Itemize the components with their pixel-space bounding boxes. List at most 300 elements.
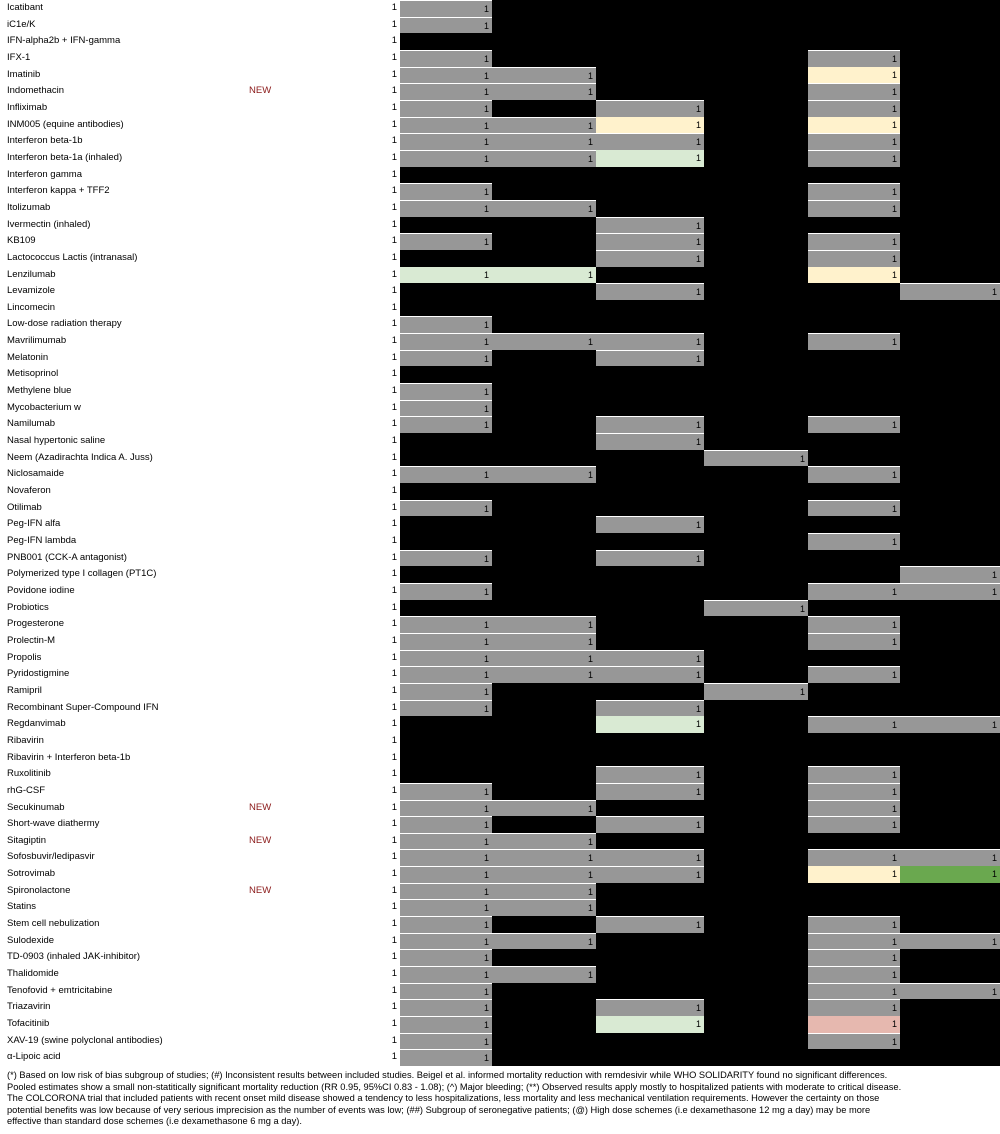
- outcome-cell: [900, 233, 1000, 250]
- outcome-cell: [400, 816, 492, 833]
- outcome-cell: [900, 33, 1000, 50]
- cell-value: 1: [695, 520, 701, 531]
- table-row: [0, 200, 1000, 217]
- outcome-cell: [704, 600, 808, 617]
- outcome-cell: [808, 150, 900, 167]
- drug-name: Indomethacin: [7, 85, 65, 97]
- outcome-cell: [704, 949, 808, 966]
- outcome-cell: [596, 433, 704, 450]
- table-row: [0, 150, 1000, 167]
- cell-value: 1: [891, 920, 897, 931]
- outcome-cell: [492, 516, 596, 533]
- cell-value: 1: [483, 653, 489, 664]
- outcome-cell: [808, 133, 900, 150]
- study-count: 1: [391, 951, 397, 963]
- cell-value: 1: [483, 970, 489, 981]
- outcome-cell: [900, 300, 1000, 317]
- cell-value: 1: [695, 152, 701, 163]
- outcome-cell: [596, 217, 704, 234]
- outcome-cell: [900, 516, 1000, 533]
- cell-value: 1: [891, 803, 897, 814]
- table-row: [0, 783, 1000, 800]
- outcome-cell: [704, 650, 808, 667]
- drug-name: Tenofovid + emtricitabine: [7, 984, 113, 996]
- drug-name: Triazavirin: [7, 1001, 51, 1013]
- outcome-cell: [704, 416, 808, 433]
- outcome-cell: [596, 0, 704, 17]
- table-row: [0, 100, 1000, 117]
- outcome-cell: [492, 366, 596, 383]
- study-count: 1: [391, 118, 397, 130]
- study-count: 1: [391, 451, 397, 463]
- table-row: [0, 999, 1000, 1016]
- drug-name: Thalidomide: [7, 968, 59, 980]
- outcome-cell: [492, 633, 596, 650]
- outcome-cell: [900, 616, 1000, 633]
- study-count: 1: [391, 485, 397, 497]
- outcome-cell: [400, 633, 492, 650]
- cell-value: 1: [483, 886, 489, 897]
- outcome-cell: [596, 633, 704, 650]
- outcome-cell: [400, 600, 492, 617]
- outcome-cell: [400, 566, 492, 583]
- cell-value: 1: [483, 337, 489, 348]
- outcome-cell: [900, 633, 1000, 650]
- study-count: 1: [391, 651, 397, 663]
- outcome-cell: [808, 50, 900, 67]
- cell-value: 1: [891, 420, 897, 431]
- outcome-cell: [808, 400, 900, 417]
- outcome-cell: [704, 117, 808, 134]
- cell-value: 1: [483, 586, 489, 597]
- outcome-cell: [704, 50, 808, 67]
- outcome-cell: [808, 1016, 900, 1033]
- cell-value: 1: [891, 970, 897, 981]
- cell-value: 1: [483, 237, 489, 248]
- outcome-cell: [400, 616, 492, 633]
- outcome-cell: [808, 433, 900, 450]
- table-row: [0, 117, 1000, 134]
- cell-value: 1: [991, 287, 997, 298]
- outcome-cell: [492, 600, 596, 617]
- study-count: 1: [391, 851, 397, 863]
- outcome-cell: [492, 949, 596, 966]
- cell-value: 1: [695, 1019, 701, 1030]
- outcome-cell: [596, 233, 704, 250]
- outcome-cell: [808, 100, 900, 117]
- outcome-cell: [400, 683, 492, 700]
- table-row: [0, 866, 1000, 883]
- table-row: [0, 50, 1000, 67]
- outcome-cell: [808, 683, 900, 700]
- outcome-cell: [704, 233, 808, 250]
- drug-name: Ribavirin: [7, 734, 44, 746]
- study-count: 1: [391, 1051, 397, 1063]
- outcome-cell: [596, 966, 704, 983]
- outcome-cell: [400, 383, 492, 400]
- outcome-cell: [400, 366, 492, 383]
- cell-value: 1: [891, 237, 897, 248]
- drug-name: Methylene blue: [7, 385, 72, 397]
- outcome-cell: [596, 750, 704, 767]
- cell-value: 1: [991, 936, 997, 947]
- outcome-cell: [400, 117, 492, 134]
- outcome-cell: [492, 533, 596, 550]
- outcome-cell: [400, 883, 492, 900]
- outcome-cell: [492, 233, 596, 250]
- outcome-cell: [704, 483, 808, 500]
- outcome-cell: [492, 750, 596, 767]
- cell-value: 1: [891, 153, 897, 164]
- outcome-cell: [704, 350, 808, 367]
- drug-name: Statins: [7, 901, 37, 913]
- cell-value: 1: [695, 237, 701, 248]
- outcome-cell: [704, 816, 808, 833]
- new-badge: NEW: [249, 85, 272, 97]
- outcome-cell: [900, 117, 1000, 134]
- outcome-cell: [900, 883, 1000, 900]
- outcome-cell: [808, 117, 900, 134]
- outcome-cell: [492, 650, 596, 667]
- drug-name: Metisoprinol: [7, 368, 59, 380]
- outcome-cell: [596, 833, 704, 850]
- outcome-cell: [596, 183, 704, 200]
- outcome-cell: [596, 566, 704, 583]
- outcome-cell: [808, 866, 900, 883]
- table-row: [0, 400, 1000, 417]
- cell-value: 1: [891, 253, 897, 264]
- outcome-cell: [400, 150, 492, 167]
- drug-name: Otilimab: [7, 501, 42, 513]
- outcome-cell: [492, 150, 596, 167]
- outcome-cell: [808, 83, 900, 100]
- table-row: [0, 466, 1000, 483]
- outcome-cell: [900, 849, 1000, 866]
- study-count: 1: [391, 901, 397, 913]
- drug-name: KB109: [7, 235, 36, 247]
- table-row: [0, 616, 1000, 633]
- drug-name: Lactococcus Lactis (intranasal): [7, 251, 138, 263]
- outcome-cell: [596, 949, 704, 966]
- outcome-cell: [492, 916, 596, 933]
- outcome-cell: [900, 100, 1000, 117]
- outcome-cell: [900, 167, 1000, 184]
- outcome-cell: [596, 483, 704, 500]
- outcome-cell: [704, 800, 808, 817]
- cell-value: 1: [891, 203, 897, 214]
- table-row: [0, 300, 1000, 317]
- drug-name: Prolectin-M: [7, 634, 56, 646]
- outcome-cell: [596, 466, 704, 483]
- outcome-cell: [900, 733, 1000, 750]
- outcome-cell: [400, 583, 492, 600]
- table-row: [0, 533, 1000, 550]
- cell-value: 1: [695, 337, 701, 348]
- table-row: [0, 217, 1000, 234]
- outcome-cell: [492, 1049, 596, 1066]
- table-row: [0, 550, 1000, 567]
- outcome-cell: [596, 999, 704, 1016]
- outcome-cell: [808, 916, 900, 933]
- outcome-cell: [492, 33, 596, 50]
- outcome-cell: [492, 999, 596, 1016]
- cell-value: 1: [483, 353, 489, 364]
- cell-value: 1: [587, 836, 593, 847]
- study-count: 1: [391, 418, 397, 430]
- outcome-cell: [704, 400, 808, 417]
- study-count: 1: [391, 251, 397, 263]
- table-row: [0, 800, 1000, 817]
- outcome-cell: [492, 267, 596, 284]
- table-row: [0, 716, 1000, 733]
- cell-value: 1: [891, 986, 897, 997]
- drug-name: Interferon gamma: [7, 168, 82, 180]
- cell-value: 1: [587, 203, 593, 214]
- outcome-cell: [492, 550, 596, 567]
- table-row: [0, 17, 1000, 34]
- drug-name: Ruxolitinib: [7, 768, 51, 780]
- outcome-cell: [900, 683, 1000, 700]
- table-row: [0, 949, 1000, 966]
- outcome-cell: [704, 250, 808, 267]
- footnote: (*) Based on low risk of bias subgroup of studies; (#) Inconsistent results between included studies. Beigel et al. informed mortality reduction with remdesivir while WHO SOLIDARITY found no significant differences. Pooled estimates show a small non-statitically significant mortality reduction (RR 0.95, 95%CI 0.83 - 1.08); (^) Major bleeding; (**) Observed results apply mostly to hospitalized patients with moderate to critical disease. The COLCORONA trial that included patients with recent onset mild disease showed a tendency to less hospitalizations, less mortality and less mechanical ventilation requirements. However the certainty on those potential benefits was low because of very serious imprecision as the number of events was low; (##) Subgroup of seronegative patients; (@) High dose schemes (i.e dexamethasone 12 mg a day) may be more effective than standard dose schemes (i.e dexamethasone 6 mg a day).: [7, 1070, 902, 1127]
- outcome-cell: [808, 17, 900, 34]
- outcome-cell: [596, 600, 704, 617]
- table-row: [0, 666, 1000, 683]
- outcome-cell: [400, 516, 492, 533]
- cell-value: 1: [991, 986, 997, 997]
- outcome-cell: [704, 783, 808, 800]
- table-row: [0, 283, 1000, 300]
- cell-value: 1: [483, 70, 489, 81]
- outcome-cell: [704, 150, 808, 167]
- outcome-cell: [900, 67, 1000, 84]
- outcome-cell: [596, 150, 704, 167]
- table-row: [0, 366, 1000, 383]
- outcome-cell: [400, 983, 492, 1000]
- outcome-cell: [492, 766, 596, 783]
- cell-value: 1: [483, 620, 489, 631]
- outcome-cell: [900, 550, 1000, 567]
- outcome-cell: [400, 416, 492, 433]
- outcome-cell: [492, 733, 596, 750]
- outcome-cell: [900, 1016, 1000, 1033]
- outcome-cell: [492, 333, 596, 350]
- cell-value: 1: [891, 786, 897, 797]
- outcome-cell: [492, 316, 596, 333]
- cell-value: 1: [587, 653, 593, 664]
- outcome-cell: [900, 316, 1000, 333]
- drug-name: Secukinumab: [7, 801, 65, 813]
- outcome-cell: [704, 566, 808, 583]
- table-row: [0, 250, 1000, 267]
- cell-value: 1: [587, 870, 593, 881]
- cell-value: 1: [695, 670, 701, 681]
- drug-name: Low-dose radiation therapy: [7, 318, 122, 330]
- outcome-cell: [704, 849, 808, 866]
- outcome-cell: [492, 100, 596, 117]
- study-count: 1: [391, 18, 397, 30]
- outcome-cell: [900, 866, 1000, 883]
- study-count: 1: [391, 385, 397, 397]
- outcome-cell: [492, 133, 596, 150]
- outcome-cell: [704, 217, 808, 234]
- drug-name: Niclosamaide: [7, 468, 65, 480]
- outcome-cell: [900, 700, 1000, 717]
- outcome-cell: [900, 1049, 1000, 1066]
- outcome-cell: [400, 1016, 492, 1033]
- cell-value: 1: [483, 269, 489, 280]
- outcome-cell: [400, 966, 492, 983]
- outcome-cell: [492, 983, 596, 1000]
- outcome-cell: [596, 316, 704, 333]
- outcome-cell: [400, 433, 492, 450]
- cell-value: 1: [891, 770, 897, 781]
- outcome-cell: [808, 316, 900, 333]
- cell-value: 1: [695, 220, 701, 231]
- study-count: 1: [391, 151, 397, 163]
- study-count: 1: [391, 501, 397, 513]
- outcome-cell: [492, 117, 596, 134]
- cell-value: 1: [991, 853, 997, 864]
- drug-name: IFN-alpha2b + IFN-gamma: [7, 35, 121, 47]
- outcome-cell: [900, 583, 1000, 600]
- outcome-cell: [808, 883, 900, 900]
- outcome-cell: [704, 366, 808, 383]
- cell-value: 1: [483, 903, 489, 914]
- outcome-cell: [596, 550, 704, 567]
- outcome-cell: [596, 666, 704, 683]
- outcome-cell: [808, 250, 900, 267]
- outcome-cell: [808, 566, 900, 583]
- new-badge: NEW: [249, 834, 272, 846]
- cell-value: 1: [695, 920, 701, 931]
- outcome-cell: [704, 83, 808, 100]
- outcome-cell: [596, 416, 704, 433]
- outcome-cell: [808, 67, 900, 84]
- cell-value: 1: [891, 137, 897, 148]
- study-count: 1: [391, 701, 397, 713]
- table-row: [0, 633, 1000, 650]
- new-badge: NEW: [249, 801, 272, 813]
- outcome-cell: [492, 350, 596, 367]
- cell-value: 1: [483, 137, 489, 148]
- outcome-cell: [400, 550, 492, 567]
- outcome-cell: [400, 733, 492, 750]
- cell-value: 1: [587, 636, 593, 647]
- outcome-cell: [900, 400, 1000, 417]
- cell-value: 1: [695, 420, 701, 431]
- outcome-cell: [900, 899, 1000, 916]
- outcome-cell: [900, 999, 1000, 1016]
- outcome-cell: [808, 233, 900, 250]
- outcome-cell: [808, 0, 900, 17]
- cell-value: 1: [483, 1003, 489, 1014]
- outcome-cell: [808, 1033, 900, 1050]
- outcome-cell: [400, 0, 492, 17]
- drug-name: Peg-IFN alfa: [7, 518, 61, 530]
- outcome-cell: [704, 67, 808, 84]
- outcome-cell: [900, 350, 1000, 367]
- outcome-cell: [596, 450, 704, 467]
- outcome-cell: [492, 283, 596, 300]
- outcome-cell: [900, 366, 1000, 383]
- study-count: 1: [391, 968, 397, 980]
- outcome-cell: [704, 933, 808, 950]
- table-row: [0, 183, 1000, 200]
- cell-value: 1: [483, 786, 489, 797]
- outcome-cell: [400, 1049, 492, 1066]
- outcome-cell: [596, 916, 704, 933]
- outcome-cell: [492, 783, 596, 800]
- drug-name: Ramipril: [7, 684, 42, 696]
- outcome-cell: [400, 133, 492, 150]
- outcome-cell: [492, 433, 596, 450]
- outcome-cell: [400, 283, 492, 300]
- outcome-cell: [492, 383, 596, 400]
- outcome-cell: [808, 466, 900, 483]
- drug-name: Ivermectin (inhaled): [7, 218, 91, 230]
- outcome-cell: [492, 167, 596, 184]
- cell-value: 1: [483, 153, 489, 164]
- table-row: [0, 1016, 1000, 1033]
- outcome-cell: [704, 466, 808, 483]
- outcome-cell: [808, 33, 900, 50]
- outcome-cell: [400, 1033, 492, 1050]
- cell-value: 1: [483, 636, 489, 647]
- study-count: 1: [391, 884, 397, 896]
- outcome-cell: [900, 466, 1000, 483]
- cell-value: 1: [891, 53, 897, 64]
- table-row: [0, 233, 1000, 250]
- outcome-cell: [808, 750, 900, 767]
- outcome-cell: [492, 400, 596, 417]
- cell-value: 1: [483, 103, 489, 114]
- cell-value: 1: [587, 120, 593, 131]
- outcome-cell: [596, 167, 704, 184]
- outcome-cell: [492, 616, 596, 633]
- outcome-cell: [492, 466, 596, 483]
- outcome-cell: [704, 1016, 808, 1033]
- outcome-cell: [400, 866, 492, 883]
- table-row: [0, 33, 1000, 50]
- drug-name: Stem cell nebulization: [7, 918, 100, 930]
- outcome-cell: [900, 383, 1000, 400]
- study-count: 1: [391, 1001, 397, 1013]
- drug-name: Melatonin: [7, 351, 49, 363]
- study-count: 1: [391, 401, 397, 413]
- outcome-cell: [808, 833, 900, 850]
- study-count: 1: [391, 868, 397, 880]
- outcome-cell: [808, 783, 900, 800]
- table-row: [0, 133, 1000, 150]
- cell-value: 1: [891, 1003, 897, 1014]
- study-count: 1: [391, 618, 397, 630]
- cell-value: 1: [799, 686, 805, 697]
- outcome-cell: [400, 233, 492, 250]
- outcome-cell: [808, 300, 900, 317]
- outcome-cell: [704, 550, 808, 567]
- outcome-cell: [596, 50, 704, 67]
- drug-name: Polymerized type I collagen (PT1C): [7, 568, 157, 580]
- outcome-cell: [596, 100, 704, 117]
- outcome-cell: [900, 217, 1000, 234]
- cell-value: 1: [483, 320, 489, 331]
- cell-value: 1: [587, 269, 593, 280]
- outcome-cell: [808, 483, 900, 500]
- table-row: [0, 849, 1000, 866]
- outcome-cell: [400, 183, 492, 200]
